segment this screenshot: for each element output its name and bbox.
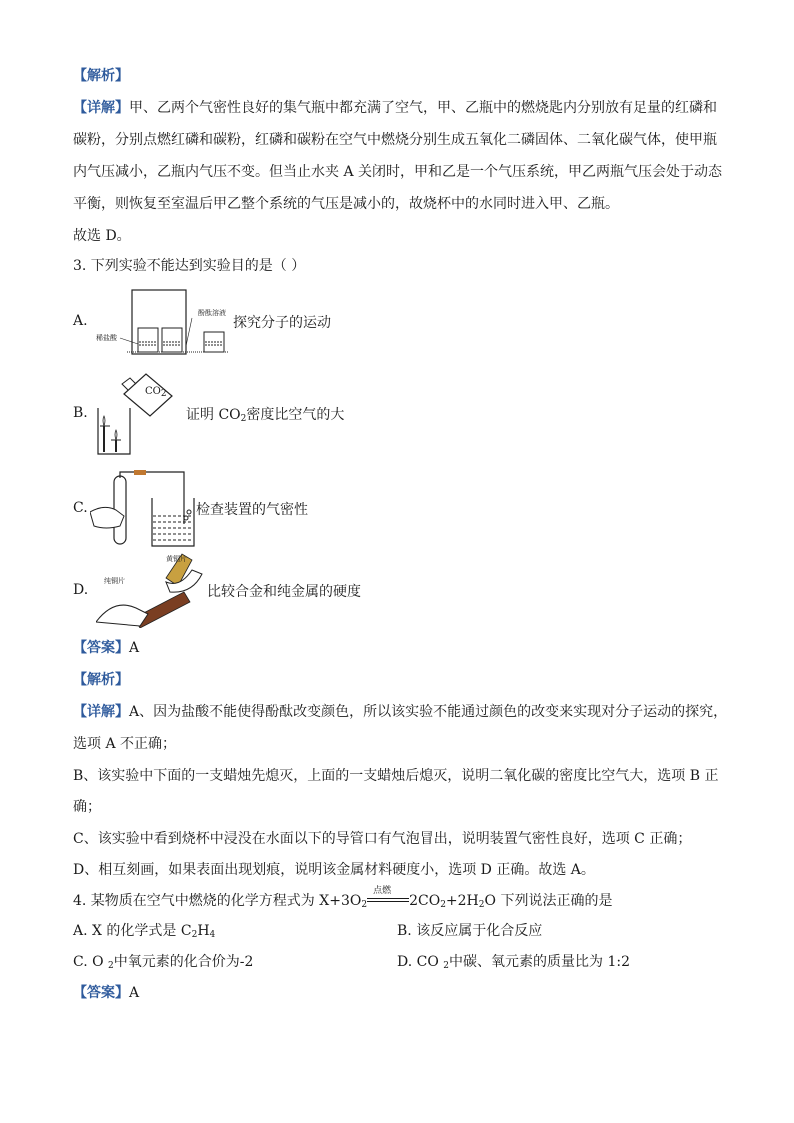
q3-detail-line-3: B、该实验中下面的一支蜡烛先熄灭，上面的一支蜡烛后熄灭，说明二氧化碳的密度比空气大，选项 B 正 xyxy=(73,768,719,784)
question-3-stem: 3. 下列实验不能达到实验目的是（ ） xyxy=(73,258,306,274)
reaction-condition: 点燃 xyxy=(367,890,409,908)
q3-detail-line-4: 确； xyxy=(73,799,101,815)
q3-detail-line-1: 【详解】A、因为盐酸不能使得酚酞改变颜色，所以该实验不能通过颜色的改变来实现对分子运动的探究， xyxy=(73,704,728,720)
co2-bottle-label: $CO_2$ xyxy=(145,386,167,399)
question-4-option-c: C. O $_2$中氧元素的化合价为-2 xyxy=(73,954,254,971)
detail-paragraph-line-4: 平衡，则恢复至室温后甲乙整个系统的气压是减小的，故烧杯中的水同时进入甲、乙瓶。 xyxy=(73,196,619,212)
q3-detail-line-5: C、该实验中看到烧杯中浸没在水面以下的导管口有气泡冒出，说明装置气密性良好，选项 C 正确； xyxy=(73,831,692,847)
option-d-text: 比较合金和纯金属的硬度 xyxy=(207,584,361,600)
q3-detail-line-2: 选项 A 不正确； xyxy=(73,736,177,752)
option-c-letter: C. xyxy=(73,500,88,516)
label-pure-copper-sheet: 纯铜片 xyxy=(104,577,125,585)
option-d-figure xyxy=(96,552,208,628)
option-a-figure xyxy=(94,286,240,358)
option-d-letter: D. xyxy=(73,582,89,598)
option-b-figure xyxy=(94,372,188,456)
label-hydrochloric-acid: 稀盐酸 xyxy=(96,334,117,342)
question-4-answer: 【答案】A xyxy=(73,985,140,1001)
question-4-stem: 4. 某物质在空气中燃烧的化学方程式为 $X+3O_2$ 点燃 $2CO_2+2H_2O$ 下列说法正确的是 xyxy=(73,886,613,910)
option-b-letter: B. xyxy=(73,405,88,421)
option-a-letter: A. xyxy=(73,313,88,329)
q3-detail-line-6: D、相互刻画，如果表面出现划痕，说明该金属材料硬度小，选项 D 正确。故选 A。 xyxy=(73,862,595,878)
question-4-option-b: B. 该反应属于化合反应 xyxy=(397,923,543,939)
option-b-text: 证明 $CO_2$密度比空气的大 xyxy=(186,407,345,424)
question-4-option-d: D. CO $_2$中碳、氧元素的质量比为 1:2 xyxy=(397,954,630,971)
choice-statement: 故选 D。 xyxy=(73,228,131,244)
label-brass-sheet: 黄铜片 xyxy=(166,555,187,563)
option-c-figure xyxy=(90,470,198,548)
detail-paragraph-line-3: 内气压减小，乙瓶内气压不变。但当止水夹 A 关闭时，甲和乙是一个气压系统，甲乙两瓶气压会处于动态 xyxy=(73,164,723,180)
option-a-text: 探究分子的运动 xyxy=(233,315,331,331)
analysis-heading: 【解析】 xyxy=(73,68,129,84)
option-c-text: 检查装置的气密性 xyxy=(196,502,308,518)
question-3-answer: 【答案】A xyxy=(73,640,140,656)
question-4-option-a: A. X 的化学式是 $C_2H_4$ xyxy=(73,923,216,940)
detail-paragraph-line-1: 【详解】甲、乙两个气密性良好的集气瓶中都充满了空气，甲、乙瓶中的燃烧匙内分别放有足量的红磷和 xyxy=(73,100,717,116)
detail-paragraph-line-2: 碳粉，分别点燃红磷和碳粉，红磷和碳粉在空气中燃烧分别生成五氧化二磷固体、二氧化碳气体，使甲瓶 xyxy=(73,132,717,148)
question-3-analysis-heading: 【解析】 xyxy=(73,672,129,688)
label-phenolphthalein: 酚酞溶液 xyxy=(198,309,226,317)
